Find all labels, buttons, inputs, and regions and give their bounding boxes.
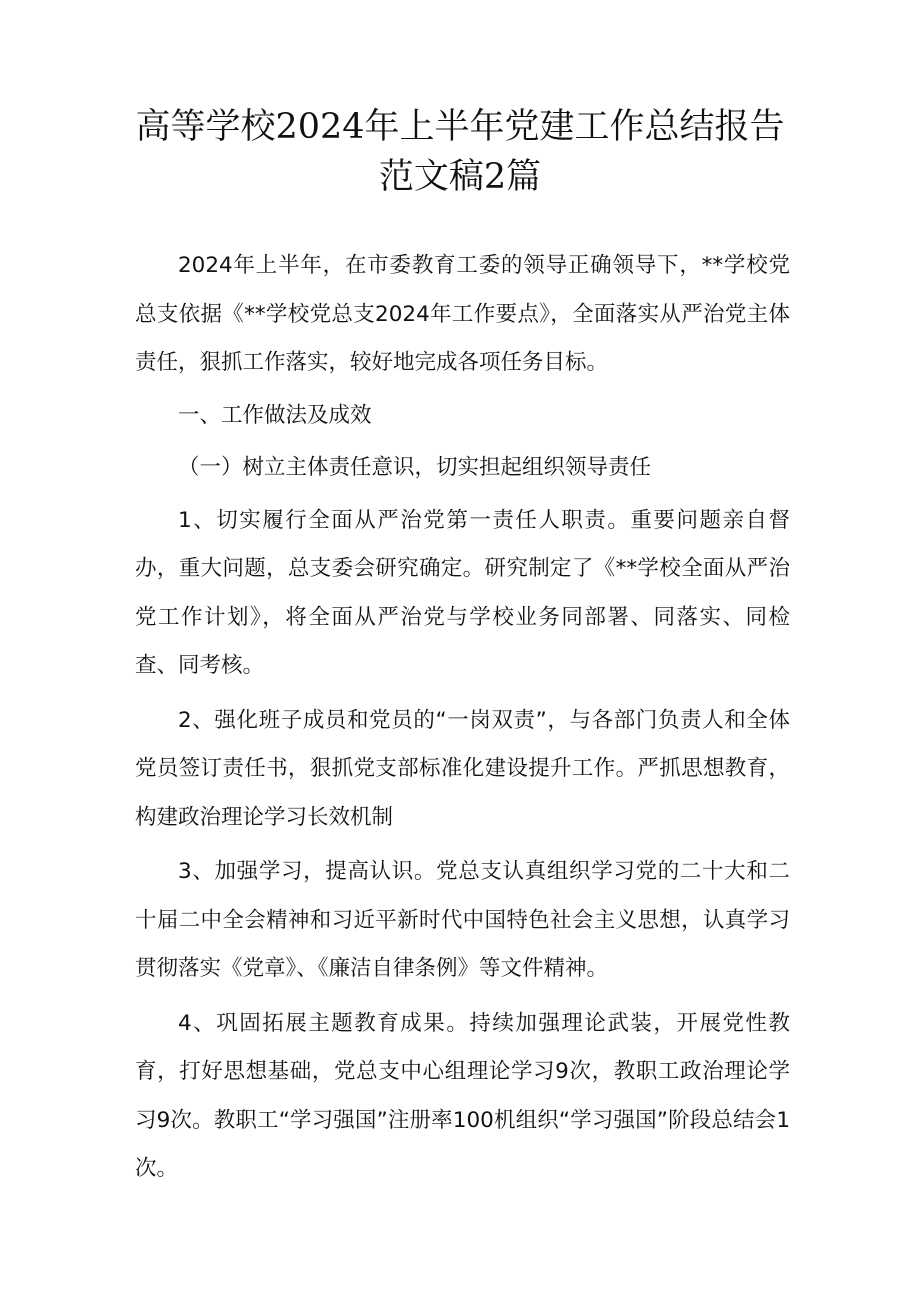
document-title-line-2: 范文稿2篇	[378, 157, 542, 197]
document-body	[135, 242, 790, 1194]
paragraph-intro: 2024年上半年，在市委教育工委的领导正确领导下，**学校党总支依据《**学校党总支2024年工作要点》，全面落实从严治党主体责任，狠抓工作落实，较好地完成各项任务目标。	[135, 253, 790, 375]
section-heading: 一、工作做法及成效	[178, 402, 372, 428]
paragraph-item-4: 4、巩固拓展主题教育成果。持续加强理论武装，开展党性教育，打好思想基础，党总支中心组理论学习9次，教职工政治理论学习9次。教职工“学习强国”注册率100机组织“学习强国”阶段总结会1次。	[135, 1010, 790, 1181]
paragraph-item-3: 3、加强学习，提高认识。党总支认真组织学习党的二十大和二十届二中全会精神和习近平新时代中国特色社会主义思想，认真学习贯彻落实《党章》、《廉洁自律条例》等文件精神。	[135, 859, 790, 981]
document-title-line-1: 高等学校2024年上半年党建工作总结报告	[135, 107, 785, 147]
paragraph-item-1: 1、切实履行全面从严治党第一责任人职责。重要问题亲自督办，重大问题，总支委会研究确定。研究制定了《**学校全面从严治党工作计划》，将全面从严治党与学校业务同部署、同落实、同检查、同考核。	[135, 507, 790, 678]
paragraph-item-2: 2、强化班子成员和党员的“一岗双责”，与各部门负责人和全体党员签订责任书，狠抓党支部标准化建设提升工作。严抓思想教育，构建政治理论学习长效机制	[135, 707, 790, 830]
subsection-heading: （一）树立主体责任意识，切实担起组织领导责任	[178, 455, 652, 480]
